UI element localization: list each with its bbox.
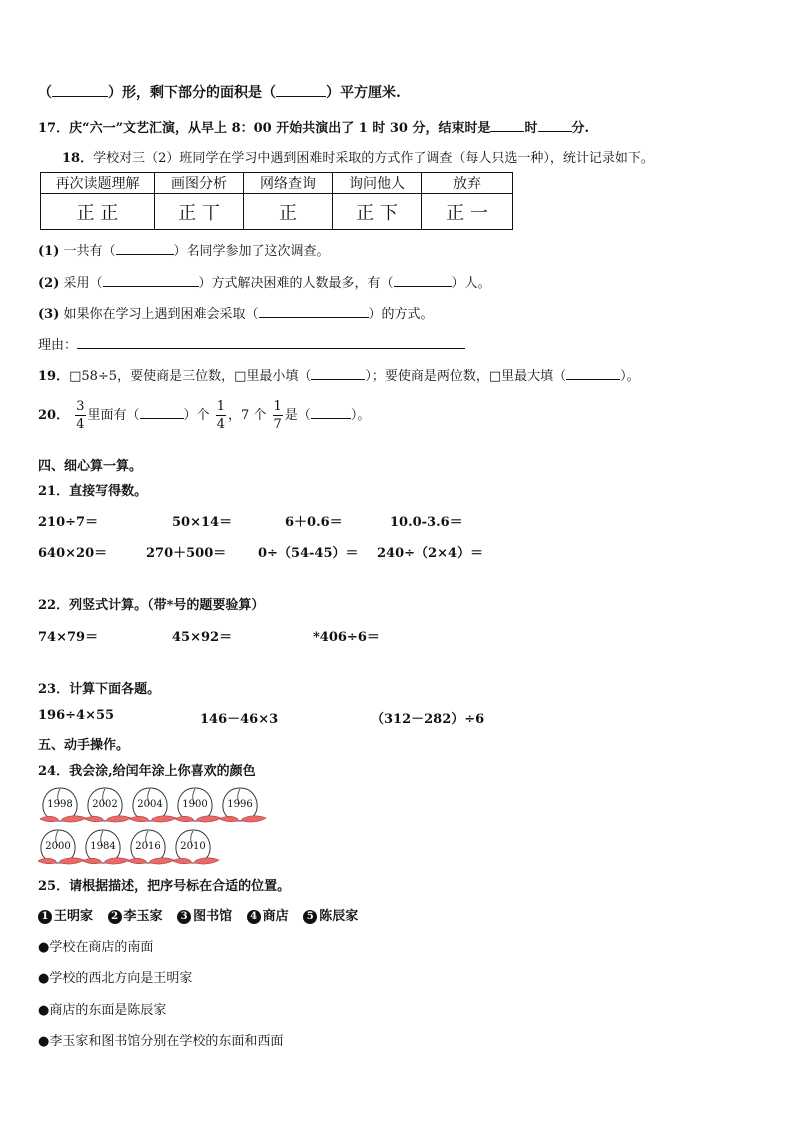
year-label: 1998 bbox=[47, 799, 73, 810]
question-24-title: 24．我会涂,给闰年涂上你喜欢的颜色 bbox=[38, 764, 256, 779]
answer-blank[interactable] bbox=[566, 367, 620, 380]
answer-blank[interactable] bbox=[394, 274, 452, 287]
calc-item: 196÷4×55 bbox=[38, 708, 115, 723]
table-header: 放弃 bbox=[422, 173, 513, 194]
table-header: 网络查询 bbox=[244, 173, 333, 194]
q18-reason: 理由： bbox=[38, 334, 465, 353]
year-label: 2000 bbox=[45, 841, 71, 852]
tally-cell: 正 bbox=[244, 194, 333, 230]
question-17: 17．庆“六一”文艺汇演，从早上 8：00 开始共演出了 1 时 30 分，结束时是 时 分. bbox=[38, 121, 590, 136]
place-item: 3 图书馆 bbox=[177, 909, 232, 924]
calc-item: 210÷7＝ bbox=[38, 515, 99, 530]
answer-blank[interactable] bbox=[103, 274, 199, 287]
year-label: 1996 bbox=[227, 799, 253, 810]
year-label: 2002 bbox=[92, 799, 118, 810]
year-label: 1984 bbox=[90, 841, 116, 852]
calc-item: *406÷6＝ bbox=[313, 630, 380, 645]
year-label: 2016 bbox=[135, 841, 161, 852]
calc-item: 74×79＝ bbox=[38, 630, 99, 645]
tally-cell: 正 正 bbox=[41, 194, 155, 230]
fraction: $\frac{1}{7}$ bbox=[273, 399, 282, 432]
peach-year-item[interactable] bbox=[175, 784, 223, 824]
answer-blank[interactable] bbox=[311, 406, 351, 419]
table-header: 询问他人 bbox=[333, 173, 422, 194]
section-heading: 五、动手操作。 bbox=[38, 738, 130, 753]
q18-sub1: (1) 一共有（ ）名同学参加了这次调查。 bbox=[38, 244, 330, 259]
q18-sub2: (2) 采用（ ）方式解决困难的人数最多，有（ ）人。 bbox=[38, 276, 491, 291]
answer-blank[interactable] bbox=[276, 84, 326, 97]
question-22-title: 22．列竖式计算。（带*号的题要验算） bbox=[38, 598, 265, 613]
calc-item: 50×14＝ bbox=[172, 515, 233, 530]
answer-blank[interactable] bbox=[490, 119, 524, 132]
peach-year-item[interactable] bbox=[40, 784, 88, 824]
q18-sub3: (3) 如果你在学习上遇到困难会采取（ ）的方式。 bbox=[38, 307, 434, 322]
place-list bbox=[38, 905, 358, 924]
answer-blank[interactable] bbox=[538, 119, 572, 132]
answer-blank[interactable] bbox=[116, 242, 174, 255]
year-label: 1900 bbox=[182, 799, 208, 810]
place-item: 1 王明家 bbox=[38, 909, 93, 924]
calc-item: 240÷（2×4）＝ bbox=[377, 546, 484, 561]
calc-item: 640×20＝ bbox=[38, 546, 108, 561]
answer-blank[interactable] bbox=[259, 305, 369, 318]
peach-year-item[interactable] bbox=[130, 784, 178, 824]
table-header: 画图分析 bbox=[155, 173, 244, 194]
peach-year-item[interactable] bbox=[220, 784, 268, 824]
answer-blank[interactable] bbox=[52, 84, 108, 97]
clue: ●学校在商店的南面 bbox=[38, 940, 154, 955]
question-20: 20． $\frac{3}{4}$ 里面有（ ）个 $\frac{1}{4}$ ，7 个 $\frac{1}{7}$ 是（ ）。 bbox=[38, 399, 371, 432]
question-23-title: 23．计算下面各题。 bbox=[38, 682, 161, 697]
calc-item: 45×92＝ bbox=[172, 630, 233, 645]
calc-item: 6＋0.6＝ bbox=[285, 515, 343, 530]
tally-cell: 正 丅 bbox=[155, 194, 244, 230]
calc-item: 10.0-3.6＝ bbox=[390, 515, 463, 530]
question-21-title: 21．直接写得数。 bbox=[38, 484, 148, 499]
answer-blank[interactable] bbox=[77, 336, 465, 349]
calc-item: 0÷（54-45）＝ bbox=[258, 546, 359, 561]
tally-cell: 正 下 bbox=[333, 194, 422, 230]
peach-year-item[interactable] bbox=[128, 826, 176, 866]
tally-cell: 正 一 bbox=[422, 194, 513, 230]
place-item: 4 商店 bbox=[247, 909, 289, 924]
place-item: 2 李玉家 bbox=[108, 909, 163, 924]
q16-line: （ ）形，剩下部分的面积是（ ）平方厘米. bbox=[38, 85, 401, 101]
calc-item: 270＋500＝ bbox=[146, 546, 227, 561]
clue: ●李玉家和图书馆分别在学校的东面和西面 bbox=[38, 1034, 284, 1049]
question-19: 19．□58÷5，要使商是三位数，□里最小填（ ）；要使商是两位数，□里最大填（ ）。 bbox=[38, 369, 640, 384]
peach-year-item[interactable] bbox=[38, 826, 86, 866]
peach-year-item[interactable] bbox=[85, 784, 133, 824]
tally-table bbox=[40, 172, 513, 230]
question-25-title: 25．请根据描述，把序号标在合适的位置。 bbox=[38, 879, 291, 894]
year-label: 2010 bbox=[180, 841, 206, 852]
peach-year-item[interactable] bbox=[83, 826, 131, 866]
question-18-intro: 18．学校对三（2）班同学在学习中遇到困难时采取的方式作了调查（每人只选一种），统计记录如下。 bbox=[62, 151, 654, 166]
calc-item: （312－282）÷6 bbox=[371, 712, 485, 727]
section-heading: 四、细心算一算。 bbox=[38, 459, 143, 474]
fraction: $\frac{3}{4}$ bbox=[76, 399, 85, 432]
year-label: 2004 bbox=[137, 799, 163, 810]
calc-item: 146－46×3 bbox=[200, 712, 279, 727]
fraction: $\frac{1}{4}$ bbox=[216, 399, 225, 432]
answer-blank[interactable] bbox=[311, 367, 365, 380]
answer-blank[interactable] bbox=[140, 406, 184, 419]
table-header: 再次读题理解 bbox=[41, 173, 155, 194]
clue: ●商店的东面是陈辰家 bbox=[38, 1003, 167, 1018]
peach-year-item[interactable] bbox=[173, 826, 221, 866]
clue: ●学校的西北方向是王明家 bbox=[38, 971, 193, 986]
place-item: 5 陈辰家 bbox=[303, 909, 358, 924]
